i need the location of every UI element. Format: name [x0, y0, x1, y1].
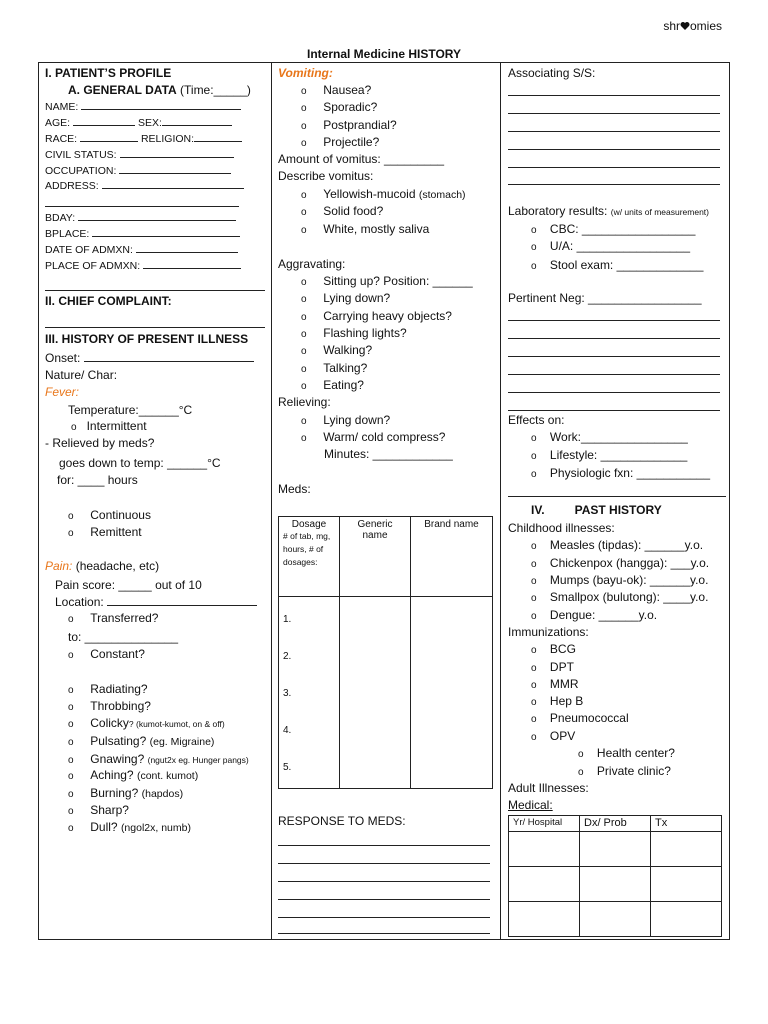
hepb-option[interactable]: Hep B [549, 694, 584, 708]
continuous-option[interactable]: Continuous [90, 508, 151, 522]
temperature-field[interactable]: Temperature:______°C [68, 403, 193, 417]
immunizations-label: Immunizations: [508, 625, 589, 639]
table-cell[interactable] [651, 902, 722, 937]
vomiting-heading: Vomiting: [278, 66, 333, 80]
name-field[interactable] [81, 98, 241, 110]
nature-label: Nature/ Char: [45, 368, 118, 382]
vomitus-amount-field[interactable]: Amount of vomitus: _________ [278, 152, 445, 166]
for-hours-field[interactable]: for: ____ hours [57, 473, 138, 487]
childhood-label: Childhood illnesses: [508, 521, 615, 535]
medical-label: Medical: [508, 798, 553, 812]
table-cell[interactable] [509, 867, 580, 902]
response-line-6[interactable] [278, 933, 490, 934]
pertinent-line-1[interactable] [508, 320, 720, 321]
mmr-option[interactable]: MMR [549, 677, 579, 691]
document-title: Internal Medicine HISTORY [306, 47, 462, 61]
sporadic-option[interactable]: Sporadic? [323, 100, 378, 114]
carrying-option[interactable]: Carrying heavy objects? [323, 309, 452, 323]
opv-option[interactable]: OPV [549, 729, 576, 743]
response-line-2[interactable] [278, 863, 490, 864]
private-clinic-option[interactable]: Private clinic? [596, 764, 671, 778]
dosage-header: Dosage # of tab, mg, hours, # of dosages: [279, 517, 340, 597]
brand-header: Brand name [411, 517, 493, 597]
generic-name-cell[interactable] [340, 597, 411, 789]
solid-food-option[interactable]: Solid food? [323, 204, 384, 218]
ua-field[interactable]: U/A: _________________ [549, 239, 691, 253]
postprandial-option[interactable]: Postprandial? [323, 118, 397, 132]
assoc-label: Associating S/S: [508, 66, 596, 80]
tx-header: Tx [651, 816, 722, 832]
chickenpox-field[interactable]: Chickenpox (hangga): ___y.o. [549, 556, 710, 570]
column-divider-2 [500, 62, 501, 940]
response-line-1[interactable] [278, 845, 490, 846]
meds-label: Meds: [278, 482, 311, 496]
place-admxn-field[interactable] [143, 257, 241, 269]
pertinent-line-5[interactable] [508, 392, 720, 393]
pertinent-neg-field[interactable]: Pertinent Neg: _________________ [508, 291, 702, 305]
column-divider-1 [271, 62, 272, 940]
section-present-illness: III. HISTORY OF PRESENT ILLNESS [45, 332, 249, 346]
table-cell[interactable] [580, 902, 651, 937]
past-illness-table [508, 815, 722, 937]
assoc-line-5[interactable] [508, 167, 720, 168]
goes-down-field[interactable]: goes down to temp: ______°C [59, 456, 221, 470]
constant-option[interactable]: Constant? [90, 647, 145, 661]
transferred-option[interactable]: Transferred? [90, 611, 159, 625]
divider [508, 496, 726, 497]
nausea-option[interactable]: Nausea? [323, 83, 372, 97]
walking-option[interactable]: Walking? [323, 343, 373, 357]
hospital-header: Yr/ Hospital [509, 816, 580, 832]
relieving-lying-option[interactable]: Lying down? [323, 413, 391, 427]
bday-field[interactable] [78, 209, 236, 221]
time-field[interactable]: (Time:_____) [180, 83, 251, 97]
response-line-5[interactable] [278, 917, 490, 918]
generic-header: Generic name [340, 517, 411, 597]
pertinent-line-4[interactable] [508, 374, 720, 375]
table-cell[interactable] [509, 902, 580, 937]
adult-illness-label: Adult Illnesses: [508, 781, 589, 795]
pertinent-line-6[interactable] [508, 410, 720, 411]
relieved-label: - Relieved by meds? [45, 436, 155, 450]
brand-name-cell[interactable] [411, 597, 493, 789]
address-field[interactable] [102, 177, 244, 189]
pain-score-field[interactable]: Pain score: _____ out of 10 [55, 578, 202, 592]
occupation-field[interactable] [119, 162, 231, 174]
civil-status-field[interactable] [120, 146, 234, 158]
bplace-field[interactable] [92, 225, 240, 237]
eating-option[interactable]: Eating? [323, 378, 364, 392]
minutes-field[interactable]: Minutes: ____________ [324, 447, 453, 461]
assoc-line-6[interactable] [508, 184, 720, 185]
fever-heading: Fever: [45, 385, 80, 399]
colicky-option[interactable]: Colicky [90, 716, 129, 730]
work-field[interactable]: Work:________________ [549, 430, 688, 444]
effects-label: Effects on: [508, 413, 565, 427]
meds-row-numbers: 1. 2. 3. 4. 5. [279, 597, 340, 789]
health-center-option[interactable]: Health center? [596, 746, 675, 760]
address-line-2[interactable] [45, 206, 239, 207]
response-line-3[interactable] [278, 881, 490, 882]
location-field[interactable] [107, 594, 257, 606]
assoc-line-2[interactable] [508, 113, 720, 114]
response-label: RESPONSE TO MEDS: [278, 814, 406, 828]
table-cell[interactable] [580, 867, 651, 902]
bcg-option[interactable]: BCG [549, 642, 576, 656]
pertinent-line-2[interactable] [508, 338, 720, 339]
sharp-option[interactable]: Sharp? [90, 803, 129, 817]
lifestyle-field[interactable]: Lifestyle: _____________ [549, 448, 688, 462]
section-past-history: PAST HISTORY [574, 503, 662, 517]
pertinent-line-3[interactable] [508, 356, 720, 357]
table-cell[interactable] [580, 832, 651, 867]
date-admxn-field[interactable] [136, 241, 238, 253]
burning-option[interactable]: Burning? [90, 786, 139, 800]
relieving-label: Relieving: [278, 395, 331, 409]
throbbing-option[interactable]: Throbbing? [90, 699, 151, 713]
dpt-option[interactable]: DPT [549, 660, 574, 674]
smallpox-field[interactable]: Smallpox (bulutong): ____y.o. [549, 590, 709, 604]
stool-field[interactable]: Stool exam: _____________ [549, 258, 704, 272]
heart-icon [680, 21, 690, 31]
assoc-line-4[interactable] [508, 149, 720, 150]
projectile-option[interactable]: Projectile? [323, 135, 380, 149]
divider [45, 290, 265, 291]
intermittent-option[interactable]: Intermittent [86, 419, 147, 433]
pulsating-option[interactable]: Pulsating? [90, 734, 147, 748]
assoc-line-3[interactable] [508, 131, 720, 132]
lying-down-option[interactable]: Lying down? [323, 291, 391, 305]
flashing-lights-option[interactable]: Flashing lights? [323, 326, 407, 340]
response-line-4[interactable] [278, 899, 490, 900]
assoc-line-1[interactable] [508, 95, 720, 96]
yellowish-option[interactable]: Yellowish-mucoid [323, 187, 416, 201]
white-saliva-option[interactable]: White, mostly saliva [323, 222, 430, 236]
gnawing-option[interactable]: Gnawing? [90, 752, 145, 766]
dx-header: Dx/ Prob [580, 816, 651, 832]
table-cell[interactable] [509, 832, 580, 867]
sitting-up-option[interactable]: Sitting up? Position: ______ [323, 274, 473, 288]
talking-option[interactable]: Talking? [323, 361, 368, 375]
measles-field[interactable]: Measles (tipdas): ______y.o. [549, 538, 704, 552]
dull-option[interactable]: Dull? [90, 820, 118, 834]
radiating-option[interactable]: Radiating? [90, 682, 148, 696]
aching-option[interactable]: Aching? [90, 768, 134, 782]
dengue-field[interactable]: Dengue: ______y.o. [549, 608, 658, 622]
race-field[interactable] [80, 130, 138, 142]
pneumococcal-option[interactable]: Pneumococcal [549, 711, 629, 725]
physiologic-field[interactable]: Physiologic fxn: ___________ [549, 466, 711, 480]
lab-label: Laboratory results: [508, 204, 608, 218]
aggravating-label: Aggravating: [278, 257, 346, 271]
brand-watermark: shr omies [663, 19, 722, 33]
sex-field[interactable] [162, 114, 232, 126]
table-cell[interactable] [651, 832, 722, 867]
meds-table [278, 516, 493, 789]
onset-field[interactable] [84, 350, 254, 362]
section-chief-complaint: II. CHIEF COMPLAINT: [45, 294, 172, 308]
describe-vomitus-label: Describe vomitus: [278, 169, 374, 183]
section-general-data: A. GENERAL DATA [68, 83, 177, 97]
pain-heading: Pain: [45, 559, 73, 573]
mumps-field[interactable]: Mumps (bayu-ok): ______y.o. [549, 573, 709, 587]
to-field[interactable]: to: ______________ [68, 630, 179, 644]
compress-option[interactable]: Warm/ cold compress? [323, 430, 446, 444]
divider [45, 327, 265, 328]
table-cell[interactable] [651, 867, 722, 902]
age-field[interactable] [73, 114, 135, 126]
remittent-option[interactable]: Remittent [90, 525, 142, 539]
cbc-field[interactable]: CBC: _________________ [549, 222, 696, 236]
religion-field[interactable] [194, 130, 242, 142]
section-patient-profile: I. PATIENT’S PROFILE [45, 66, 172, 80]
